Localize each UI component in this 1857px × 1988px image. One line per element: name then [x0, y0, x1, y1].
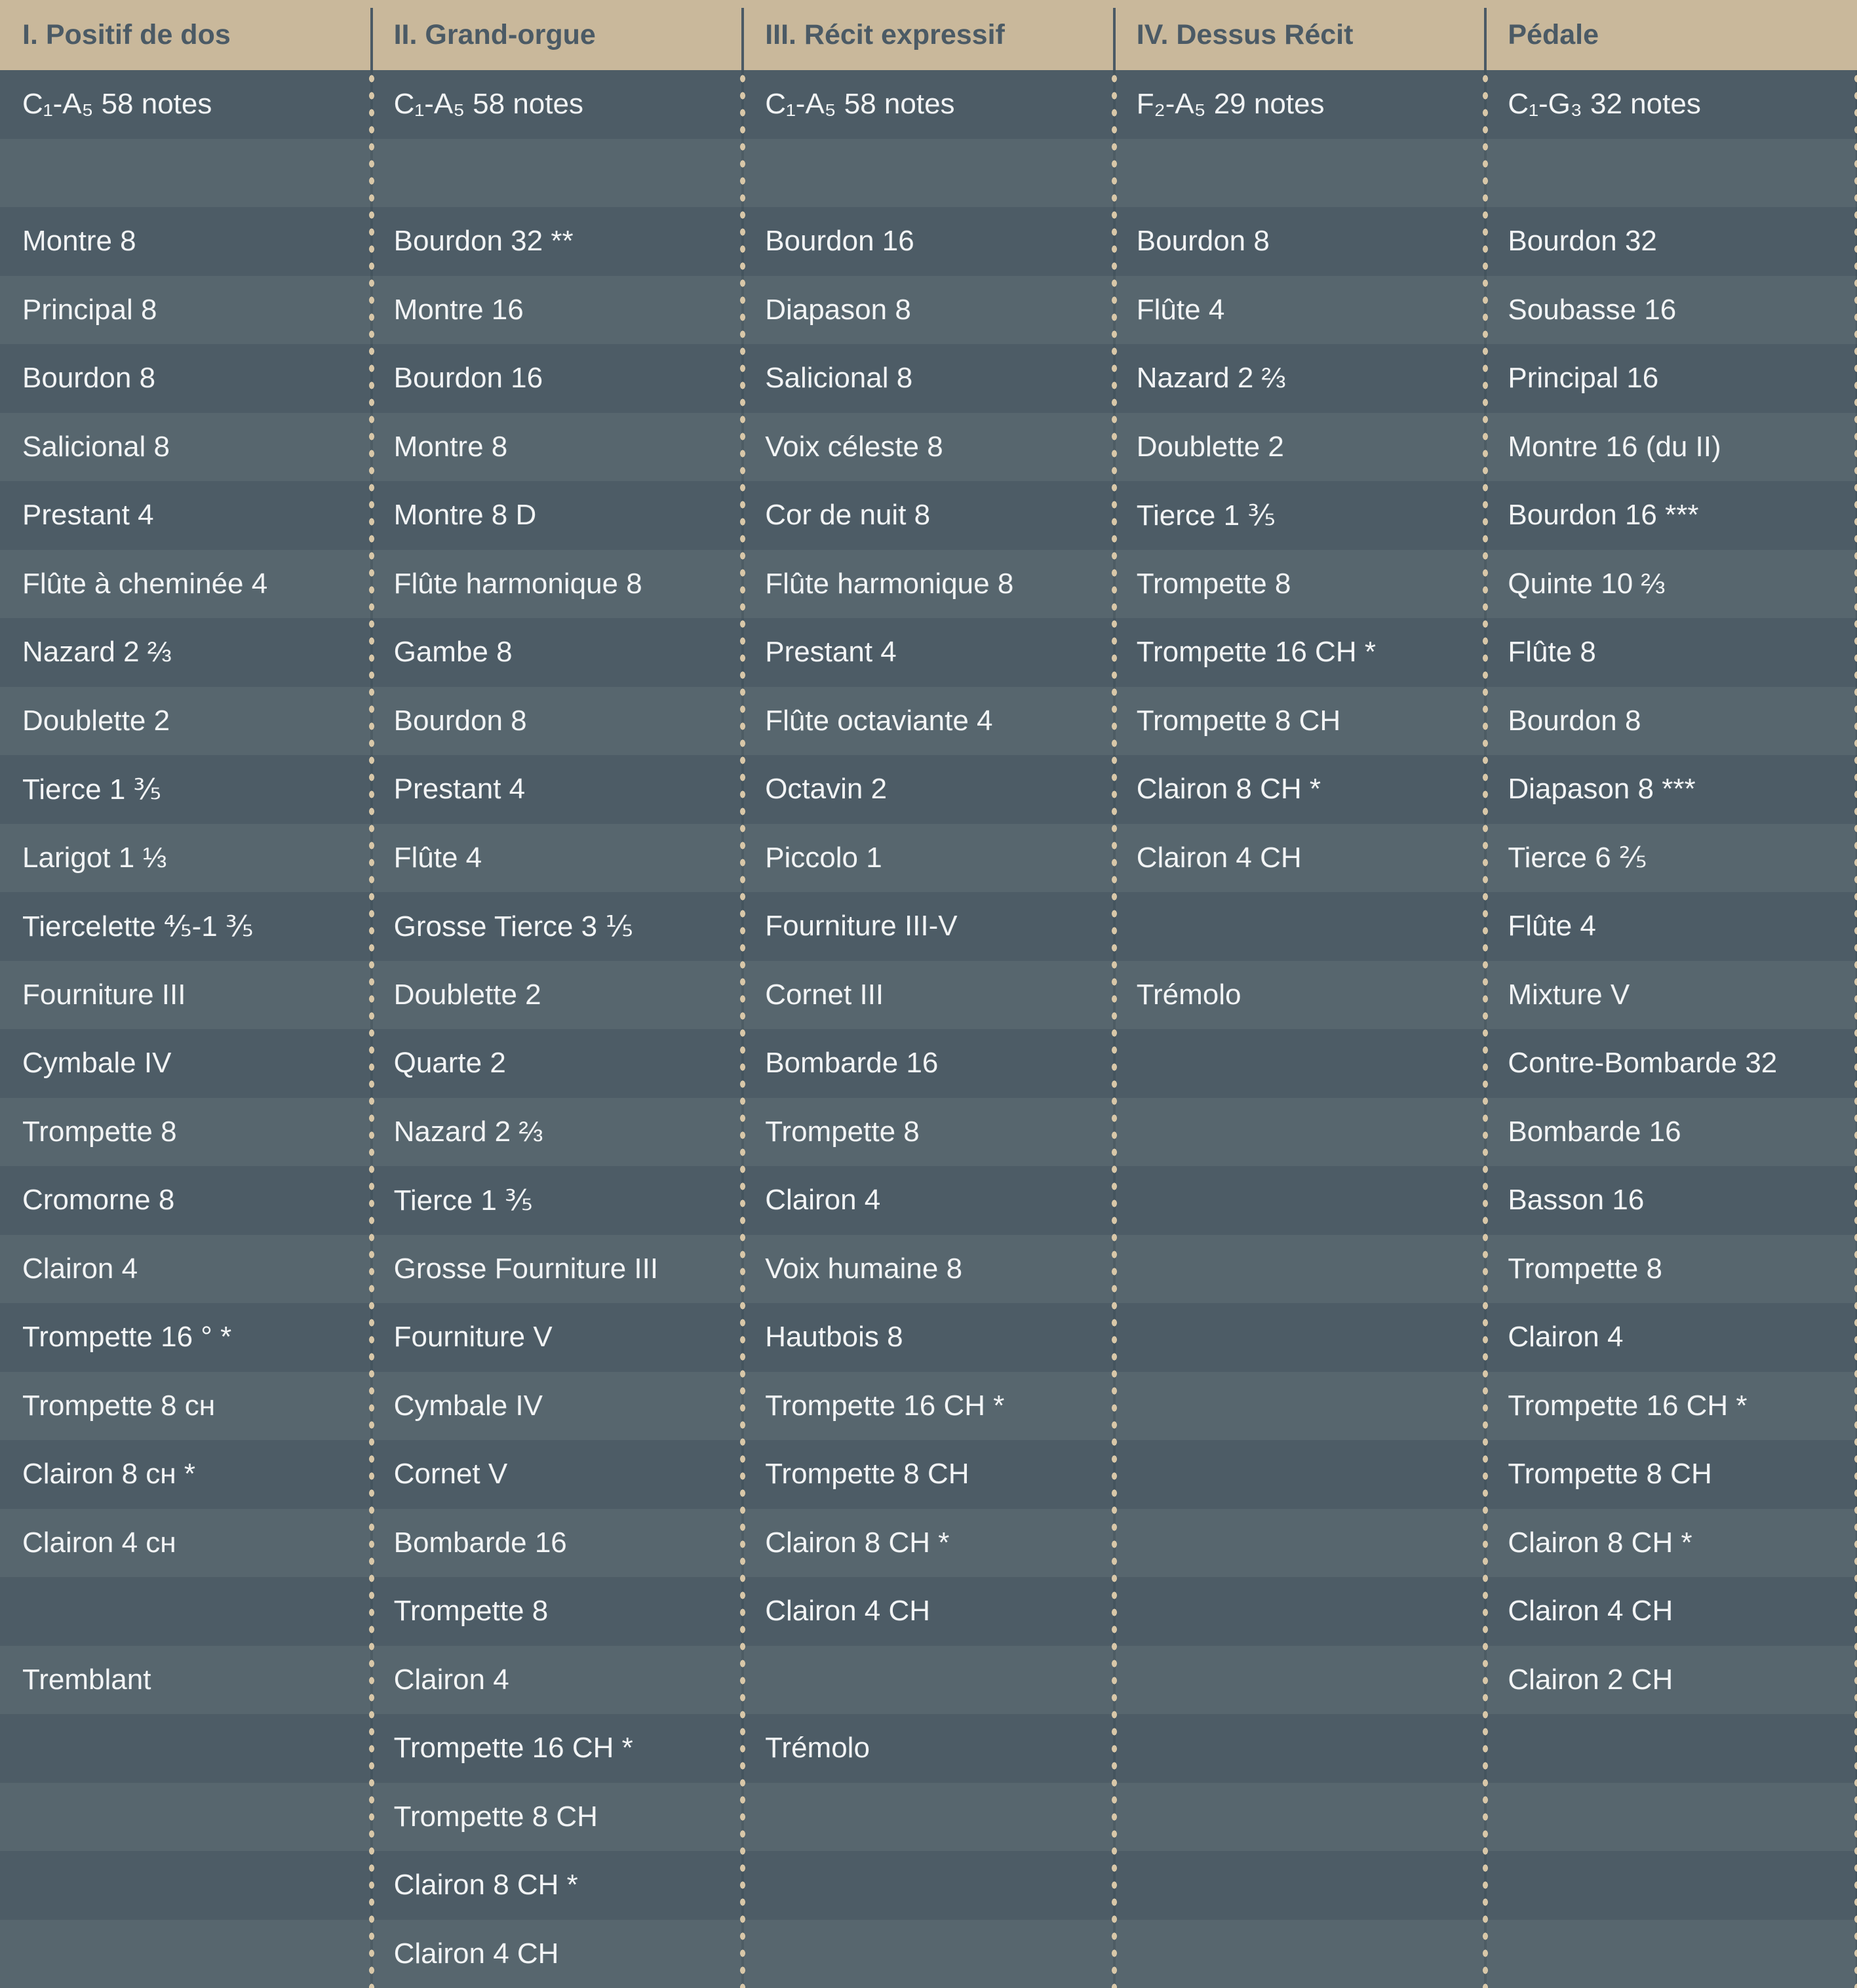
stop-cell: Voix céleste 8 — [743, 413, 1114, 482]
stop-cell: Trompette 8 — [372, 1577, 743, 1646]
stop-cell: Trompette 8 — [1485, 1235, 1857, 1304]
stop-cell: Voix humaine 8 — [743, 1235, 1114, 1304]
empty-cell — [1485, 1851, 1857, 1920]
stop-cell: Montre 8 — [0, 207, 372, 276]
stop-cell: Principal 16 — [1485, 344, 1857, 413]
empty-cell — [1114, 1577, 1486, 1646]
stop-cell: Bombarde 16 — [372, 1509, 743, 1578]
stop-cell: Fourniture III-V — [743, 892, 1114, 961]
stop-cell: Trompette 16 CH * — [372, 1714, 743, 1783]
empty-cell — [1114, 1851, 1486, 1920]
empty-cell — [743, 1920, 1114, 1988]
stop-cell: Salicional 8 — [0, 413, 372, 482]
stop-cell: Nazard 2 ⅔ — [1114, 344, 1486, 413]
stop-cell: Bourdon 16 — [743, 207, 1114, 276]
stop-cell: Flûte 4 — [372, 824, 743, 893]
stop-cell: Diapason 8 *** — [1485, 755, 1857, 824]
stop-cell: Trompette 16 CH * — [1114, 618, 1486, 687]
compass-cell: C₁-A₅ 58 notes — [743, 70, 1114, 139]
empty-cell — [1485, 1920, 1857, 1988]
stop-cell: Tiercelette ⅘-1 ⅗ — [0, 892, 372, 961]
stop-cell: Bourdon 32 ** — [372, 207, 743, 276]
stop-cell: Doublette 2 — [1114, 413, 1486, 482]
stop-cell: Flûte 8 — [1485, 618, 1857, 687]
stop-cell: Trompette 8 — [1114, 550, 1486, 619]
stop-cell: Flûte harmonique 8 — [372, 550, 743, 619]
stop-cell: Fourniture V — [372, 1303, 743, 1372]
stop-cell: Gambe 8 — [372, 618, 743, 687]
stop-cell: Montre 16 (du II) — [1485, 413, 1857, 482]
stop-cell: Trompette 16 CH * — [1485, 1372, 1857, 1441]
stop-cell: Cornet V — [372, 1440, 743, 1509]
stop-cell: Clairon 4 ᴄʜ — [0, 1509, 372, 1578]
column-grand-orgue — [372, 0, 743, 1988]
stop-cell: Bourdon 32 — [1485, 207, 1857, 276]
empty-cell — [1114, 1646, 1486, 1715]
stop-cell: Contre-Bombarde 32 — [1485, 1029, 1857, 1098]
stop-cell: Clairon 4 CH — [743, 1577, 1114, 1646]
compass-cell: F₂-A₅ 29 notes — [1114, 70, 1486, 139]
column-dessus-recit — [1114, 0, 1486, 1988]
stop-cell: Bourdon 8 — [372, 687, 743, 756]
empty-cell — [0, 139, 372, 208]
stop-cell: Clairon 8 CH * — [1114, 755, 1486, 824]
stop-cell: Montre 8 — [372, 413, 743, 482]
empty-cell — [1114, 1920, 1486, 1988]
stop-cell: Trémolo — [743, 1714, 1114, 1783]
empty-cell — [1114, 1303, 1486, 1372]
empty-cell — [0, 1783, 372, 1852]
stop-cell: Tierce 1 ⅗ — [372, 1166, 743, 1235]
column-header-dessus-recit: IV. Dessus Récit — [1114, 0, 1486, 70]
empty-cell — [1485, 1714, 1857, 1783]
stop-cell: Clairon 8 CH * — [743, 1509, 1114, 1578]
empty-cell — [372, 139, 743, 208]
stop-cell: Flûte à cheminée 4 — [0, 550, 372, 619]
column-header-grand-orgue: II. Grand-orgue — [372, 0, 743, 70]
stop-cell: Quinte 10 ⅔ — [1485, 550, 1857, 619]
empty-cell — [1114, 139, 1486, 208]
stop-cell: Doublette 2 — [0, 687, 372, 756]
empty-cell — [1114, 1440, 1486, 1509]
stop-cell: Tierce 6 ⅖ — [1485, 824, 1857, 893]
stop-cell: Hautbois 8 — [743, 1303, 1114, 1372]
empty-cell — [743, 139, 1114, 208]
stop-cell: Piccolo 1 — [743, 824, 1114, 893]
empty-cell — [743, 1646, 1114, 1715]
stop-cell: Bombarde 16 — [1485, 1098, 1857, 1167]
stop-cell: Flûte 4 — [1114, 276, 1486, 345]
column-header-recit-expressif: III. Récit expressif — [743, 0, 1114, 70]
empty-cell — [1114, 1372, 1486, 1441]
stop-cell: Tierce 1 ⅗ — [1114, 481, 1486, 550]
stop-cell: Basson 16 — [1485, 1166, 1857, 1235]
stop-cell: Trompette 8 — [743, 1098, 1114, 1167]
empty-cell — [0, 1920, 372, 1988]
stop-cell: Salicional 8 — [743, 344, 1114, 413]
stop-cell: Clairon 4 — [1485, 1303, 1857, 1372]
column-recit-expressif — [743, 0, 1114, 1988]
stop-cell: Trompette 16 ° * — [0, 1303, 372, 1372]
stop-cell: Clairon 4 — [0, 1235, 372, 1304]
column-header-positif: I. Positif de dos — [0, 0, 372, 70]
stop-cell: Larigot 1 ⅓ — [0, 824, 372, 893]
stop-cell: Bourdon 8 — [1114, 207, 1486, 276]
stop-cell: Clairon 2 CH — [1485, 1646, 1857, 1715]
stop-cell: Clairon 8 CH * — [372, 1851, 743, 1920]
stop-cell: Soubasse 16 — [1485, 276, 1857, 345]
stop-cell: Trompette 8 ᴄʜ — [0, 1372, 372, 1441]
empty-cell — [1114, 1029, 1486, 1098]
stop-cell: Clairon 4 — [372, 1646, 743, 1715]
stop-cell: Flûte 4 — [1485, 892, 1857, 961]
empty-cell — [1485, 139, 1857, 208]
column-positif — [0, 0, 372, 1988]
empty-cell — [0, 1851, 372, 1920]
stop-cell: Quarte 2 — [372, 1029, 743, 1098]
stop-cell: Trémolo — [1114, 961, 1486, 1030]
stop-cell: Fourniture III — [0, 961, 372, 1030]
empty-cell — [1114, 1783, 1486, 1852]
compass-cell: C₁-A₅ 58 notes — [372, 70, 743, 139]
stop-cell: Clairon 8 CH * — [1485, 1509, 1857, 1578]
stop-cell: Bourdon 16 *** — [1485, 481, 1857, 550]
empty-cell — [1114, 1166, 1486, 1235]
stop-cell: Trompette 8 CH — [372, 1783, 743, 1852]
stop-cell: Diapason 8 — [743, 276, 1114, 345]
stop-cell: Bourdon 16 — [372, 344, 743, 413]
stop-cell: Cor de nuit 8 — [743, 481, 1114, 550]
stop-cell: Clairon 4 — [743, 1166, 1114, 1235]
stop-cell: Trompette 8 — [0, 1098, 372, 1167]
stop-cell: Montre 8 D — [372, 481, 743, 550]
stop-cell: Nazard 2 ⅔ — [0, 618, 372, 687]
stop-cell: Bombarde 16 — [743, 1029, 1114, 1098]
stop-cell: Bourdon 8 — [1485, 687, 1857, 756]
compass-cell: C₁-G₃ 32 notes — [1485, 70, 1857, 139]
stop-cell: Tierce 1 ⅗ — [0, 755, 372, 824]
stop-cell: Flûte harmonique 8 — [743, 550, 1114, 619]
stop-cell: Cromorne 8 — [0, 1166, 372, 1235]
stop-cell: Trompette 16 CH * — [743, 1372, 1114, 1441]
stop-cell: Clairon 8 ᴄʜ * — [0, 1440, 372, 1509]
compass-cell: C₁-A₅ 58 notes — [0, 70, 372, 139]
empty-cell — [1114, 1714, 1486, 1783]
stop-cell: Octavin 2 — [743, 755, 1114, 824]
stop-cell: Prestant 4 — [743, 618, 1114, 687]
empty-cell — [0, 1577, 372, 1646]
stop-cell: Clairon 4 CH — [1114, 824, 1486, 893]
stop-cell: Grosse Fourniture III — [372, 1235, 743, 1304]
stop-cell: Tremblant — [0, 1646, 372, 1715]
stop-cell: Clairon 4 CH — [372, 1920, 743, 1988]
stop-cell: Prestant 4 — [0, 481, 372, 550]
empty-cell — [1114, 1098, 1486, 1167]
empty-cell — [1485, 1783, 1857, 1852]
empty-cell — [1114, 1509, 1486, 1578]
stop-cell: Clairon 4 CH — [1485, 1577, 1857, 1646]
stop-cell: Nazard 2 ⅔ — [372, 1098, 743, 1167]
stop-cell: Trompette 8 CH — [1114, 687, 1486, 756]
stop-cell: Cornet III — [743, 961, 1114, 1030]
stop-cell: Bourdon 8 — [0, 344, 372, 413]
stop-cell: Principal 8 — [0, 276, 372, 345]
stop-cell: Doublette 2 — [372, 961, 743, 1030]
stop-cell: Prestant 4 — [372, 755, 743, 824]
column-pedale — [1485, 0, 1857, 1988]
empty-cell — [0, 1714, 372, 1783]
stop-cell: Flûte octaviante 4 — [743, 687, 1114, 756]
stop-cell: Cymbale IV — [0, 1029, 372, 1098]
stop-cell: Mixture V — [1485, 961, 1857, 1030]
empty-cell — [743, 1783, 1114, 1852]
column-header-pedale: Pédale — [1485, 0, 1857, 70]
empty-cell — [1114, 1235, 1486, 1304]
empty-cell — [743, 1851, 1114, 1920]
stop-cell: Trompette 8 CH — [743, 1440, 1114, 1509]
empty-cell — [1114, 892, 1486, 961]
stop-cell: Trompette 8 CH — [1485, 1440, 1857, 1509]
stop-cell: Cymbale IV — [372, 1372, 743, 1441]
stop-cell: Montre 16 — [372, 276, 743, 345]
stop-cell: Grosse Tierce 3 ⅕ — [372, 892, 743, 961]
